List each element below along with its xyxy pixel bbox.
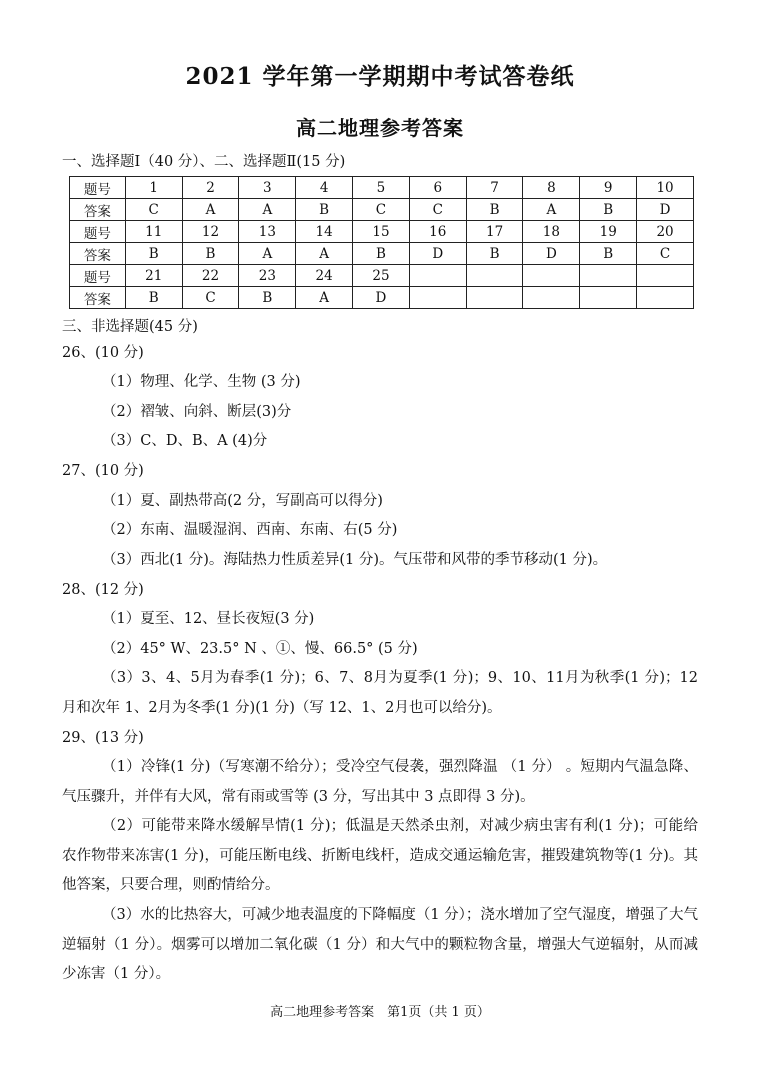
page-footer: 高二地理参考答案 第1页（共 1 页） [270, 1005, 490, 1020]
answer-cell: A [296, 243, 353, 265]
question-number-cell: 6 [409, 177, 466, 199]
answer-cell: B [353, 243, 410, 265]
question-number-cell: 4 [296, 177, 353, 199]
q29-heading: 29、(13 分) [62, 730, 144, 746]
answer-cell: A [239, 199, 296, 221]
answer-cell [409, 287, 466, 309]
q26-answer-1: （1）物理、化学、生物 (3 分) [102, 374, 301, 390]
question-number-cell: 15 [353, 221, 410, 243]
question-number-cell: 23 [239, 265, 296, 287]
question-number-cell: 21 [125, 265, 182, 287]
q26-answer-2: （2）褶皱、向斜、断层(3)分 [102, 404, 292, 420]
question-number-row [70, 265, 694, 287]
answer-cell: B [466, 243, 523, 265]
q26-heading: 26、(10 分) [62, 345, 144, 361]
q27-answer-3: （3）西北(1 分)。海陆热力性质差异(1 分)。气压带和风带的季节移动(1 分)。 [102, 552, 608, 568]
q29-answer-1: （1）冷锋(1 分)（写寒潮不给分）；受冷空气侵袭，强烈降温 （1 分） 。短期内气温急降、气压骤升，并伴有大风，常有雨或雪等 (3 分，写出其中 3 点即得 3 分)。 [62, 759, 698, 805]
q28-answer-2: （2）45° W、23.5° N 、①、慢、66.5° (5 分) [102, 641, 418, 657]
answer-cell: B [182, 243, 239, 265]
question-number-cell: 1 [125, 177, 182, 199]
answer-cell: B [466, 199, 523, 221]
answer-cell: B [580, 199, 637, 221]
answer-cell: A [182, 199, 239, 221]
question-number-cell [637, 265, 694, 287]
question-number-cell: 17 [466, 221, 523, 243]
question-number-cell: 22 [182, 265, 239, 287]
q28-answer-1: （1）夏至、12、昼长夜短(3 分) [102, 611, 315, 627]
answer-cell: A [239, 243, 296, 265]
question-number-cell: 19 [580, 221, 637, 243]
answer-row-label: 答案 [70, 287, 126, 309]
question-number-cell [523, 265, 580, 287]
question-number-row-label: 题号 [70, 177, 126, 199]
question-number-cell: 10 [637, 177, 694, 199]
question-number-cell: 8 [523, 177, 580, 199]
q28-heading: 28、(12 分) [62, 582, 144, 598]
question-number-cell: 12 [182, 221, 239, 243]
answer-row [70, 287, 694, 309]
question-number-cell: 18 [523, 221, 580, 243]
section-2-heading: 三、非选择题(45 分) [62, 319, 198, 335]
question-number-cell [580, 265, 637, 287]
q27-answer-2: （2）东南、温暖湿润、西南、东南、右(5 分) [102, 522, 398, 538]
q27-heading: 27、(10 分) [62, 463, 144, 479]
question-number-cell: 16 [409, 221, 466, 243]
q28-answer-3: （3）3、4、5月为春季(1 分)；6、7、8月为夏季(1 分)；9、10、11月为秋季(1 分)；12月和次年 1、2月为冬季(1 分)(1 分)（写 12、1、2月也可以给分)。 [62, 670, 698, 716]
answer-cell [637, 287, 694, 309]
question-number-row-label: 题号 [70, 265, 126, 287]
answer-table [69, 176, 694, 309]
answer-row [70, 243, 694, 265]
question-number-row [70, 221, 694, 243]
answer-cell [580, 287, 637, 309]
answer-cell: B [125, 287, 182, 309]
section-1-heading: 一、选择题Ⅰ（40 分）、二、选择题Ⅱ(15 分) [62, 154, 346, 170]
q29-answer-3: （3）水的比热容大，可减少地表温度的下降幅度（1 分）；浇水增加了空气湿度，增强了大气逆辐射（1 分）。烟雾可以增加二氧化碳（1 分）和大气中的颗粒物含量，增强大气逆辐射，从而减少冻害（1 分）。 [62, 907, 698, 983]
answer-cell: B [580, 243, 637, 265]
q29-answer-2: （2）可能带来降水缓解旱情(1 分)；低温是天然杀虫剂，对减少病虫害有利(1 分)；可能给农作物带来冻害(1 分)，可能压断电线、折断电线杆，造成交通运输危害，摧毁建筑物等(1 分)。其他答案，只要合理，则酌情给分。 [62, 818, 698, 894]
document-subtitle: 高二地理参考答案 [296, 116, 464, 140]
question-number-cell: 3 [239, 177, 296, 199]
answer-cell [523, 287, 580, 309]
answer-cell: D [523, 243, 580, 265]
answer-cell: D [637, 199, 694, 221]
answer-row-label: 答案 [70, 243, 126, 265]
answer-cell: A [296, 287, 353, 309]
question-number-cell: 24 [296, 265, 353, 287]
answer-cell: C [637, 243, 694, 265]
answer-cell: B [296, 199, 353, 221]
q26-answer-3: （3）C、D、B、A (4)分 [102, 433, 268, 449]
question-number-cell [409, 265, 466, 287]
answer-cell: B [239, 287, 296, 309]
question-number-cell: 14 [296, 221, 353, 243]
answer-cell: B [125, 243, 182, 265]
question-number-cell: 20 [637, 221, 694, 243]
question-number-cell: 9 [580, 177, 637, 199]
q27-answer-1: （1）夏、副热带高(2 分，写副高可以得分) [102, 493, 383, 509]
answer-cell: C [182, 287, 239, 309]
question-number-cell: 2 [182, 177, 239, 199]
question-number-cell: 11 [125, 221, 182, 243]
answer-cell: C [353, 199, 410, 221]
answer-cell: C [409, 199, 466, 221]
answer-cell [466, 287, 523, 309]
answer-cell: A [523, 199, 580, 221]
question-number-cell [466, 265, 523, 287]
question-number-cell: 7 [466, 177, 523, 199]
question-number-cell: 25 [353, 265, 410, 287]
document-title: 2021 学年第一学期期中考试答卷纸 [185, 63, 575, 90]
question-number-row-label: 题号 [70, 221, 126, 243]
answer-cell: D [409, 243, 466, 265]
question-number-row [70, 177, 694, 199]
answer-cell: D [353, 287, 410, 309]
question-number-cell: 13 [239, 221, 296, 243]
answer-row-label: 答案 [70, 199, 126, 221]
answer-row [70, 199, 694, 221]
question-number-cell: 5 [353, 177, 410, 199]
answer-cell: C [125, 199, 182, 221]
